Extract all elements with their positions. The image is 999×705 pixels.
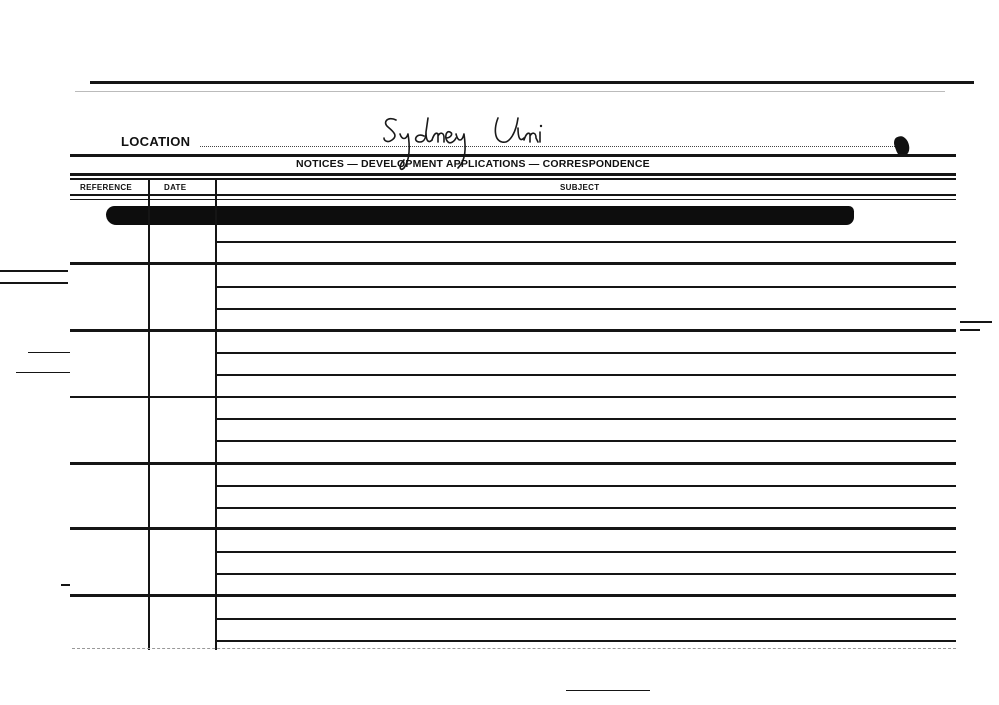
column-header-reference: REFERENCE (80, 183, 133, 192)
redaction-bar (106, 206, 854, 225)
margin-mark-left (16, 372, 70, 373)
subject-line (216, 374, 956, 376)
subject-line (216, 308, 956, 310)
margin-mark-left (0, 270, 68, 272)
header-rule-2 (70, 173, 956, 176)
margin-mark-left (0, 282, 68, 284)
top-rule (90, 81, 974, 84)
margin-mark-right (960, 329, 980, 331)
footer-mark (566, 690, 650, 691)
form-subtitle: NOTICES — DEVELOPMENT APPLICATIONS — CORRESPONDENCE (296, 158, 650, 170)
column-divider-date (215, 178, 217, 650)
column-header-date: DATE (164, 183, 187, 192)
margin-mark-left (61, 584, 70, 586)
row-rule (70, 396, 956, 398)
row-rule (70, 527, 956, 530)
header-rule-4 (70, 194, 956, 196)
header-rule-1 (70, 154, 956, 157)
location-label: LOCATION (121, 134, 191, 149)
subject-line (216, 440, 956, 442)
column-divider-reference (148, 178, 150, 650)
header-rule-3 (70, 178, 956, 180)
subject-line (216, 241, 956, 243)
subject-line (216, 507, 956, 509)
top-faint-rule (75, 91, 945, 92)
margin-mark-left (28, 352, 70, 353)
subject-line (216, 418, 956, 420)
subject-line (216, 551, 956, 553)
subject-line (216, 485, 956, 487)
header-rule-5 (70, 199, 956, 200)
row-rule (70, 329, 956, 332)
margin-mark-right (960, 321, 992, 323)
column-header-subject: SUBJECT (560, 183, 600, 192)
subject-line (216, 573, 956, 575)
row-rule (70, 594, 956, 597)
row-rule (70, 462, 956, 465)
row-rule (70, 262, 956, 265)
subject-line (216, 352, 956, 354)
subject-line (216, 618, 956, 620)
subject-line (216, 640, 956, 642)
subject-line (216, 286, 956, 288)
bottom-edge (72, 648, 956, 649)
